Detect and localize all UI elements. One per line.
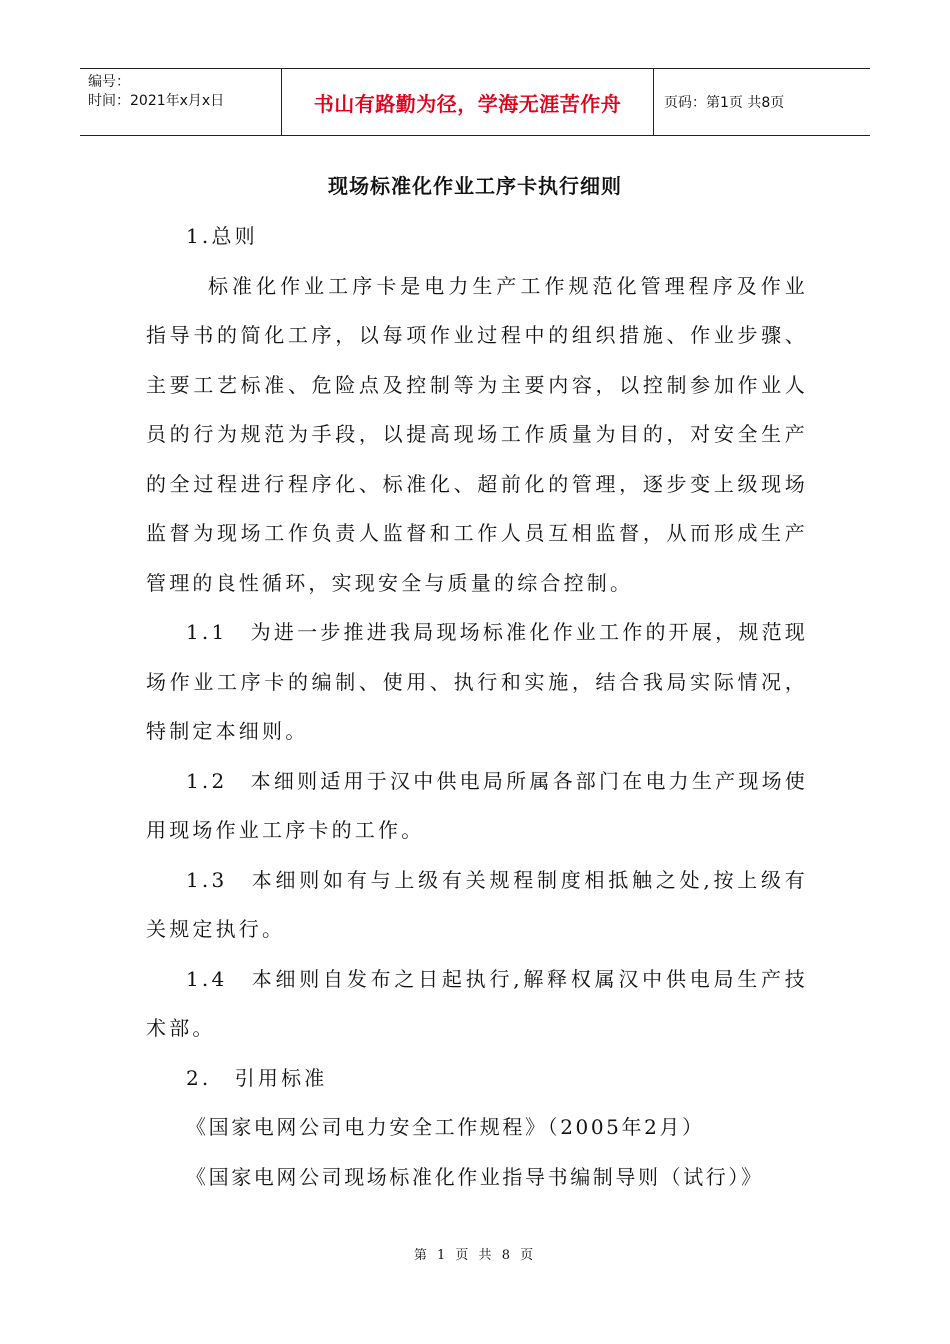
page-header — [80, 68, 870, 136]
document-title: 现场标准化作业工序卡执行细则 — [328, 174, 622, 198]
section-1-heading: 1.总则 — [186, 224, 258, 248]
clause-1-3: 1.3 本细则如有与上级有关规程制度相抵触之处,按上级有关规定执行。 — [146, 867, 808, 941]
clause-1-4: 1.4 本细则自发布之日起执行,解释权属汉中供电局生产技术部。 — [146, 966, 808, 1040]
section-2-heading: 2. 引用标准 — [186, 1065, 328, 1090]
reference-item: 《国家电网公司电力安全工作规程》（2005年2月） — [186, 1115, 705, 1139]
header-meta-cell — [80, 69, 282, 135]
header-page-cell — [654, 69, 870, 135]
document-content — [146, 212, 808, 1202]
document-number-label: 编号： — [88, 74, 130, 90]
section-1-intro-paragraph: 标准化作业工序卡是电力生产工作规范化管理程序及作业指导书的简化工序，以每项作业过程中的组织措施、作业步骤、主要工艺标准、危险点及控制等为主要内容，以控制参加作业人员的行为规范为手段，以提高现场工作质量为目的，对安全生产的全过程进行程序化、标准化、超前化的管理，逐步变上级现场监督为现场工作负责人监督和工作人员互相监督，从而形成生产管理的良性循环，实现安全与质量的综合控制。 — [146, 273, 808, 595]
reference-item: 《国家电网公司现场标准化作业指导书编制导则（试行）》 — [186, 1164, 764, 1189]
header-motto-cell — [282, 69, 654, 135]
page-footer: 第 1 页 共 8 页 — [413, 1248, 537, 1263]
clause-1-2: 1.2 本细则适用于汉中供电局所属各部门在电力生产现场使用现场作业工序卡的工作。 — [146, 768, 808, 842]
clause-1-1: 1.1 为进一步推进我局现场标准化作业工作的开展，规范现场作业工序卡的编制、使用、执行和实施，结合我局实际情况，特制定本细则。 — [146, 620, 808, 743]
header-motto: 书山有路勤为径，学海无涯苦作舟 — [313, 91, 622, 116]
document-date: 时间：2021年x月x日 — [88, 93, 225, 109]
header-page-info: 页码：第1页 共8页 — [664, 95, 785, 111]
